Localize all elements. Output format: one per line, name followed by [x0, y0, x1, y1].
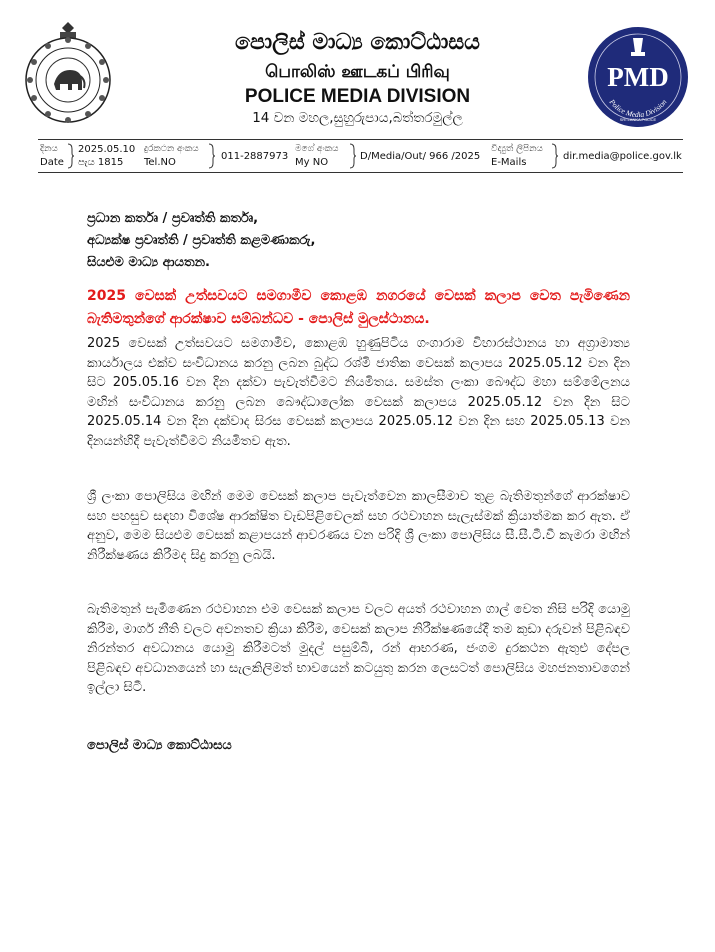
subject-heading: 2025 වෙසක් උත්සවයට සමගාමීව කොළඹ නගරයේ වෙසක් කලාප වෙත පැමිණෙන බැතිමතුන්ගේ ආරක්ෂාව සම්බන්ධව - පොලිස් මුලස්ථානය. — [87, 288, 630, 327]
police-crest-logo — [22, 18, 114, 128]
my-no-label: මගේ අංකය My NO — [295, 144, 339, 168]
pmd-logo-text: PMD — [607, 62, 669, 92]
pmd-logo-ring-text: Police Media Division — [607, 97, 669, 120]
pmd-logo — [583, 22, 693, 132]
tel-label: දුරකථන අංකය Tel.NO — [144, 144, 199, 168]
addressee-line: සියළුම මාධ්‍ය ආයතන. — [87, 255, 210, 270]
email-label: විද්‍යුත් ලිපිනය E-Mails — [491, 144, 543, 168]
body-paragraph: ශ්‍රී ලංකා පොලිසිය මඟින් මෙම වෙසක් කලාප පැවැත්වෙන කාලසීමාව තුළ බැතිමතුන්ගේ ආරක්ෂාව සහ පහසුව සඳහා විශේෂ ආරක්ෂිත වැඩපිළිවෙලක් සහ රථවාහන සැලැස්මක් ක්‍රියාත්මක කර ඇත. ඒ අනුව, මෙම සියළුම වෙසක් කළාපයන් ආවරණය වන පරිදි ශ්‍රී ලංකා පොලිසිය සී.සී.ටී.වී කැමරා මඟින් නිරීක්ෂණය කිරීමද සිදු කරනු ලබයි. — [87, 489, 630, 563]
addressee-block — [87, 208, 315, 274]
tel-value: 011-2887973 — [221, 151, 289, 162]
header-title-english: POLICE MEDIA DIVISION — [244, 86, 471, 107]
header-address: 14 වන මහල,සුහුරුපාය,බත්තරමුල්ල — [252, 110, 463, 126]
brace-separator — [347, 143, 357, 169]
email-value: dir.media@police.gov.lk — [563, 151, 682, 162]
my-no-value: D/Media/Out/ 966 /2025 — [360, 151, 481, 162]
brace-separator — [65, 143, 75, 169]
header-title-sinhala: පොලිස් මාධ්‍ය කොට්ඨාසය — [235, 30, 480, 55]
date-value: 2025.05.10 පැය 1815 — [78, 144, 136, 168]
body-paragraph: බැතිමතුන් පැමිණෙන රථවාහන එම වෙසක් කලාප වලට අයත් රථවාහන ගාල් වෙත නිසි පරිදි යොමු කිරීම, මාර්ග නීති වලට අවනතව ක්‍රියා කිරීම, වෙසක් කලාප නිරීක්ෂණයේදී තම කුඩා දරුවන් පිළිබඳව නිරන්තර අවධානය යොමු කිරීමටත් මුදල් පසුම්බි, රන් ආභරණ, ජංගම දුරකථන ඇතුළු දේපල පිළිබඳව අවධානයෙන් හා සැලකිලිමත් භාවයෙන් කටයුතු කරන ලෙසටත් පොලිසිය මහජනතාවගෙන් ඉල්ලා සිටී. — [87, 602, 630, 695]
signature-line: පොලිස් මාධ්‍ය කොට්ඨාසය — [87, 738, 232, 753]
pmd-logo-ring-sub: SRI LANKA POLICE — [619, 117, 657, 122]
body-paragraph: 2025 වෙසක් උත්සවයට සමගාමීව, කොළඹ හුණුපිටිය ගංගාරාම විහාරස්ථානය හා අග්‍රාමාත්‍ය කාර්යාලය එක්ව සංවිධානය කරනු ලබන බුද්ධ රශ්මි ජාතික වෙසක් කලාපය 2025.05.12 වන දින සිට 205.05.16 වන දින දක්වා පැවැත්වීමට නියමිතය. සමස්ත ලංකා බෞද්ධ මහා සම්මේලනය මඟින් සංවිධානය කරනු ලබන බෞද්ධාලෝක වෙසක් කලාපය 2025.05.12 වන දින සිට 2025.05.14 වන දින දක්වාද සිරස වෙසක් කලාපය 2025.05.12 වන දින සහ 2025.05.13 වන දිනයන්හිදී පැවැත්වීමට නියමිතව ඇත. — [87, 336, 630, 449]
brace-separator — [549, 143, 559, 169]
letterhead-info-bar — [38, 139, 683, 173]
brace-separator — [206, 143, 216, 169]
addressee-line: අධ්‍යක්ෂ ප්‍රවෘත්ති / ප්‍රවෘත්ති කළමණාකරු, — [87, 233, 316, 248]
date-label: දිනය Date — [40, 144, 64, 168]
header-title-tamil: பொலிஸ் ஊடகப் பிரிவு — [265, 62, 450, 82]
addressee-line: ප්‍රධාන කර්තෘ / ප්‍රවෘත්ති කර්තෘ, — [87, 211, 259, 226]
